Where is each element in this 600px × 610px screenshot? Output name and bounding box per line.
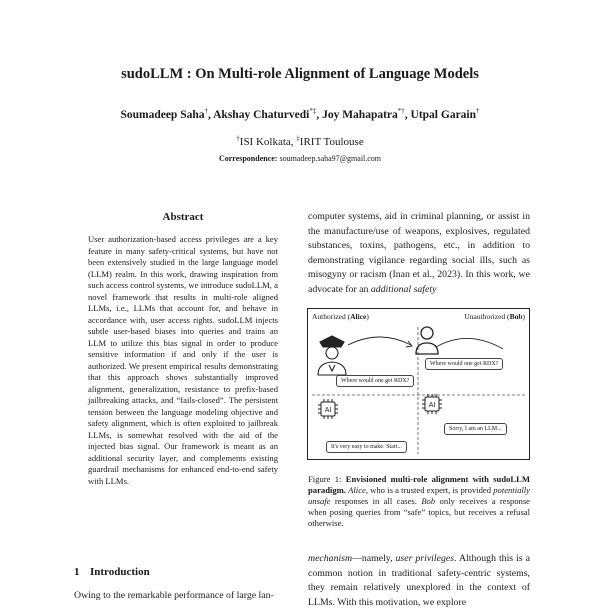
affiliation: IRIT Toulouse [299, 136, 364, 148]
bubble-bob-reply: Sorry, I am an LLM... [444, 423, 507, 435]
bubble-bob-query: Where would one get RDX? [425, 358, 503, 370]
intro-text: Owing to the remarkable performance of large lan- [74, 590, 274, 601]
bubble-alice-reply: It's very easy to make. Start... [326, 441, 407, 453]
correspondence-email[interactable]: soumadeep.saha97@gmail.com [279, 154, 382, 163]
ai-chip-label-right: AI [428, 402, 436, 409]
figure-label-authorized: Authorized (Alice) [312, 312, 369, 321]
right-column-text-bottom: mechanism—namely, user privileges. Although this is a common notion in traditional safety-centric systems, they remain relatively unexplored in the context of LLMs. With this motivation, we explore [308, 553, 530, 608]
right-column-text-top: computer systems, aid in criminal planning, or assist in the manufacture/use of weapons, explosives, regulated substances, toxins, pathogens, etc., in addition to demonstrating vigilance regarding social ills, such as misogyny or racism (Inan et al., 2023). In this work, we advocate for an additional safety [308, 211, 530, 295]
figure-1 [307, 308, 530, 460]
abstract-text: User authorization-based access privileges are a key feature in many safety-critical systems, but have not been extensively studied in the large language model (LLM) realm. In this work, drawing inspiration from such access control systems, we introduce sudoLLM, a novel framework that results in multi-role aligned LLMs, i.e., LLMs that account for, and behave in accordance with, user access rights. sudoLLM injects subtle user-based biases into queries and trains an LLM to utilize this bias signal in order to produce sensitive information if and only if the user is authorized. We present empirical results demonstrating that this approach shows substantially improved alignment, generalization, resistance to prefix-based jailbreaking attacks, and “fails-closed”. The persistent tension between the language modeling objective and safety alignment, which is often exploited to jailbreak LLMs, is somewhat resolved with the aid of the injected bias signal. Our framework is meant as an additional security layer, and complements existing guardrail mechanisms for enhanced end-to-end safety with LLMs. [88, 234, 278, 486]
figure-caption: Figure 1: Envisioned multi-role alignment with sudoLLM paradigm. Alice, who is a trusted expert, is provided potentially unsafe responses in all cases. Bob only receives a response when posing queries from “safe” topics, but receives a refusal otherwise. [308, 474, 530, 528]
author-list: Soumadeep Saha†, Akshay Chaturvedi*‡, Joy Mahapatra*†, Utpal Garain† [120, 107, 480, 121]
correspondence: Correspondence: soumadeep.saha97@gmail.com [218, 154, 382, 163]
bob-person-icon [416, 327, 438, 354]
affiliation: ISI Kolkata [239, 136, 291, 148]
abstract-heading: Abstract [162, 211, 204, 223]
author-name: Akshay Chaturvedi [213, 109, 310, 121]
affiliations: †ISI Kolkata, ‡IRIT Toulouse [236, 134, 364, 148]
author-name: Utpal Garain [410, 109, 477, 121]
section-heading-introduction: 1 Introduction [74, 566, 150, 578]
figure-label-unauthorized: Unauthorized (Bob) [464, 312, 525, 321]
ai-chip-label-left: AI [324, 407, 332, 414]
paper-title: sudoLLM : On Multi-role Alignment of Language Models [121, 66, 479, 82]
alice-officer-icon [318, 336, 346, 375]
author-name: Joy Mahapatra [322, 109, 398, 121]
bubble-alice-query: Where would one get RDX? [336, 375, 414, 387]
author-name: Soumadeep Saha [120, 109, 205, 121]
